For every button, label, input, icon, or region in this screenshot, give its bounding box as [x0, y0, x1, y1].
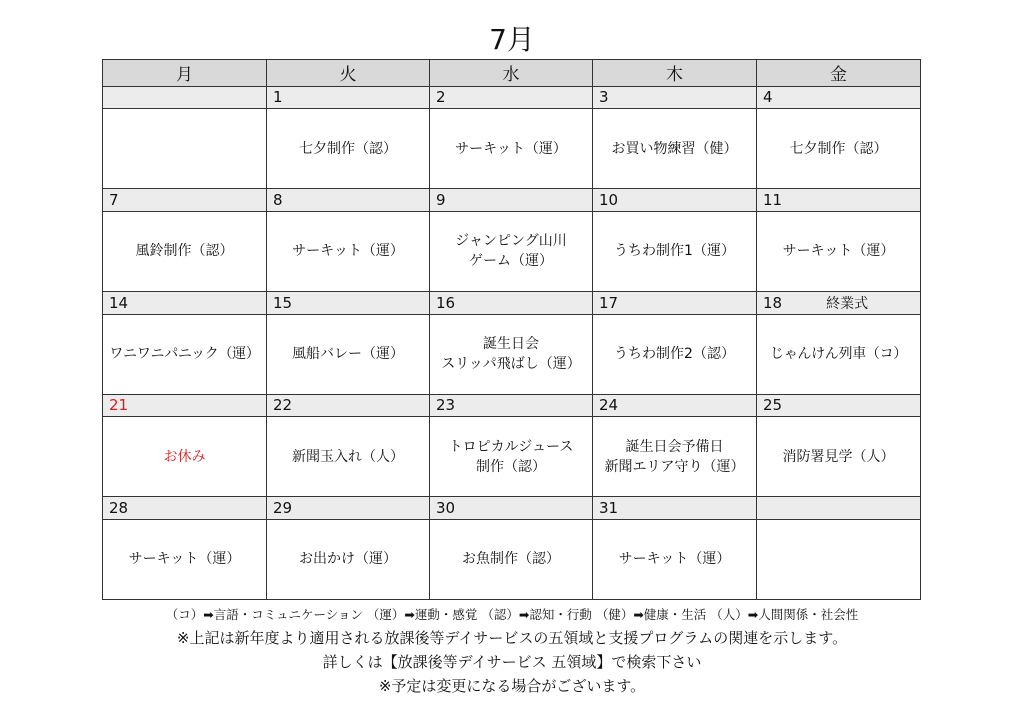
- weekday-header-row: [103, 60, 921, 87]
- date-cell: 8: [267, 189, 430, 212]
- date-cell: 25: [757, 394, 921, 417]
- calendar-title: 7月: [489, 23, 535, 56]
- calendar-table: [102, 59, 921, 600]
- activity-row: [103, 417, 921, 497]
- activity-row: [103, 519, 921, 599]
- date-cell: [757, 291, 921, 314]
- activity-cell: サーキット（運）: [757, 211, 921, 291]
- date-cell: 24: [593, 394, 757, 417]
- activity-cell: 七夕制作（認）: [267, 109, 430, 189]
- date-cell: 28: [103, 497, 267, 520]
- activity-cell: 誕生日会予備日 新聞エリア守り（運）: [593, 417, 757, 497]
- activity-row: [103, 109, 921, 189]
- date-cell: 17: [593, 291, 757, 314]
- date-cell: 10: [593, 189, 757, 212]
- event-label: 終業式: [826, 295, 869, 312]
- date-cell: 15: [267, 291, 430, 314]
- activity-row: [103, 211, 921, 291]
- activity-cell: [757, 519, 921, 599]
- holiday-date-cell: 21: [103, 394, 267, 417]
- activity-cell: 新聞玉入れ（人）: [267, 417, 430, 497]
- activity-cell: サーキット（運）: [267, 211, 430, 291]
- activity-cell: サーキット（運）: [103, 519, 267, 599]
- activity-cell: 誕生日会 スリッパ飛ばし（運）: [430, 314, 593, 394]
- activity-cell: 消防署見学（人）: [757, 417, 921, 497]
- date-cell: 7: [103, 189, 267, 212]
- activity-cell: トロピカルジュース 制作（認）: [430, 417, 593, 497]
- activity-cell: お魚制作（認）: [430, 519, 593, 599]
- activity-cell: 風鈴制作（認）: [103, 211, 267, 291]
- activity-cell: 七夕制作（認）: [757, 109, 921, 189]
- activity-cell: うちわ制作1（運）: [593, 211, 757, 291]
- date-row: [103, 394, 921, 417]
- activity-cell: うちわ制作2（認）: [593, 314, 757, 394]
- date-cell: 2: [430, 86, 593, 109]
- activity-cell: お買い物練習（健）: [593, 109, 757, 189]
- date-cell: 31: [593, 497, 757, 520]
- date-cell: 3: [593, 86, 757, 109]
- activity-cell: ワニワニパニック（運）: [103, 314, 267, 394]
- date-cell: 1: [267, 86, 430, 109]
- activity-cell: サーキット（運）: [430, 109, 593, 189]
- date-cell: 23: [430, 394, 593, 417]
- date-cell: 4: [757, 86, 921, 109]
- activity-cell: ジャンピング山川 ゲーム（運）: [430, 211, 593, 291]
- date-cell: 30: [430, 497, 593, 520]
- date-row: [103, 497, 921, 520]
- activity-cell: 風船バレー（運）: [267, 314, 430, 394]
- weekday-wed: 水: [430, 60, 593, 87]
- activity-row: [103, 314, 921, 394]
- date-cell: 22: [267, 394, 430, 417]
- note-line-3: ※予定は変更になる場合がございます。: [378, 677, 646, 695]
- activity-cell: お出かけ（運）: [267, 519, 430, 599]
- date-cell: 14: [103, 291, 267, 314]
- note-line-1: ※上記は新年度より適用される放課後等デイサービスの五領域と支援プログラムの関連を示します。: [176, 629, 848, 647]
- date-row: [103, 291, 921, 314]
- date-cell: 29: [267, 497, 430, 520]
- date-cell: 11: [757, 189, 921, 212]
- activity-cell: [103, 109, 267, 189]
- date-row: [103, 86, 921, 109]
- holiday-activity-cell: お休み: [103, 417, 267, 497]
- date-row: [103, 189, 921, 212]
- date-number: 18: [763, 293, 783, 312]
- weekday-tue: 火: [267, 60, 430, 87]
- weekday-mon: 月: [103, 60, 267, 87]
- weekday-fri: 金: [757, 60, 921, 87]
- activity-cell: じゃんけん列車（コ）: [757, 314, 921, 394]
- weekday-thu: 木: [593, 60, 757, 87]
- domain-legend: （コ）➡言語・コミュニケーション （運）➡運動・感覚 （認）➡認知・行動 （健）➡健康・生活 （人）➡人間関係・社会性: [165, 607, 859, 622]
- date-cell: [757, 497, 921, 520]
- date-cell: 16: [430, 291, 593, 314]
- date-cell: 9: [430, 189, 593, 212]
- activity-cell: サーキット（運）: [593, 519, 757, 599]
- note-line-2: 詳しくは【放課後等デイサービス 五領域】で検索下さい: [322, 653, 702, 671]
- date-cell: [103, 86, 267, 109]
